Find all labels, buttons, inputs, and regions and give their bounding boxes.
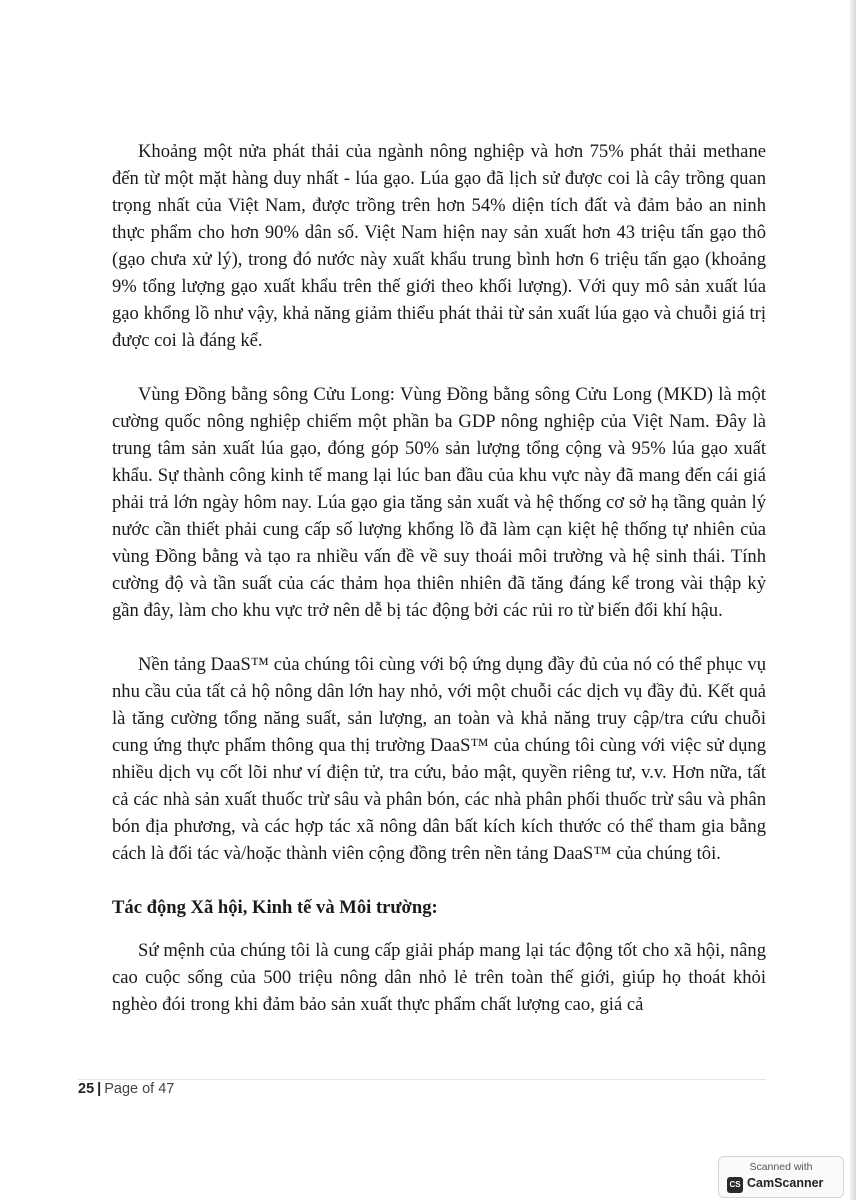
page-of-label: Page of 47 [104,1081,175,1097]
camscanner-name: CamScanner [747,1176,824,1190]
paragraph-rice-emissions: Khoảng một nửa phát thải của ngành nông nghiệp và hơn 75% phát thải methane đến từ một mặt hàng duy nhất - lúa gạo. Lúa gạo đã lịch sử được coi là cây trồng quan trọng nhất của Việt Nam, được trồng trên hơn 54% diện tích đất và đảm bảo an ninh thực phẩm cho hơn 90% dân số. Việt Nam hiện nay sản xuất hơn 43 triệu tấn gạo thô (gạo chưa xử lý), trong đó nước này xuất khẩu trung bình hơn 6 triệu tấn gạo (khoảng 9% tổng lượng gạo xuất khẩu trên thế giới theo khối lượng). Với quy mô sản xuất lúa gạo khổng lồ như vậy, khả năng giảm thiểu phát thải từ sản xuất lúa gạo và chuỗi giá trị được coi là đáng kể. [112,141,766,351]
camscanner-logo-icon: CS [727,1177,743,1193]
page-footer [78,1081,174,1097]
paragraph-daas-platform: Nền tảng DaaS™ của chúng tôi cùng với bộ ứng dụng đầy đủ của nó có thể phục vụ nhu cầu của tất cả hộ nông dân lớn hay nhỏ, với một chuỗi các dịch vụ đầy đủ. Kết quả là tăng cường tổng năng suất, sản lượng, an toàn và khả năng truy cập/tra cứu chuỗi cung ứng thực phẩm thông qua thị trường DaaS™ của chúng tôi cùng với việc sử dụng nhiều dịch vụ cốt lõi như ví điện tử, tra cứu, bảo mật, quyền riêng tư, v.v. Hơn nữa, tất cả các nhà sản xuất thuốc trừ sâu và phân bón, các nhà phân phối thuốc trừ sâu và phân bón địa phương, và các hợp tác xã nông dân bất kích kích thước có thể tham gia bằng cách là đối tác và/hoặc thành viên cộng đồng trên nền tảng DaaS™ của chúng tôi. [112,654,766,864]
scanned-with-label: Scanned with [749,1161,813,1173]
footer-separator: | [97,1081,102,1097]
scan-edge [850,0,856,1200]
page-number: 25 [78,1081,95,1097]
page-body [112,138,766,1045]
footer-rule [78,1079,766,1080]
paragraph-mission: Sứ mệnh của chúng tôi là cung cấp giải pháp mang lại tác động tốt cho xã hội, nâng cao cuộc sống của 500 triệu nông dân nhỏ lẻ trên toàn thế giới, giúp họ thoát khỏi nghèo đói trong khi đảm bảo sản xuất thực phẩm chất lượng cao, giá cả [112,940,766,1015]
camscanner-badge [718,1156,844,1198]
paragraph-mekong-delta: Vùng Đồng bằng sông Cửu Long: Vùng Đồng bằng sông Cửu Long (MKD) là một cường quốc nông nghiệp chiếm một phần ba GDP nông nghiệp của Việt Nam. Đây là trung tâm sản xuất lúa gạo, đóng góp 50% sản lượng tổng cộng và 95% lúa gạo xuất khẩu. Sự thành công kinh tế mang lại lúc ban đầu của khu vực này đã mang đến cái giá phải trả lớn ngày hôm nay. Lúa gạo gia tăng sản xuất và hệ thống cơ sở hạ tầng quản lý nước cần thiết phải cung cấp số lượng khổng lồ đã làm cạn kiệt hệ thống tự nhiên của vùng Đồng bằng và tạo ra nhiều vấn đề về suy thoái môi trường và hệ sinh thái. Tính cường độ và tần suất của các thảm họa thiên nhiên đã tăng đáng kể trong vài thập kỷ gần đây, làm cho khu vực trở nên dễ bị tác động bởi các rủi ro từ biến đổi khí hậu. [112,384,766,621]
section-heading: Tác động Xã hội, Kinh tế và Môi trường: [112,897,438,918]
